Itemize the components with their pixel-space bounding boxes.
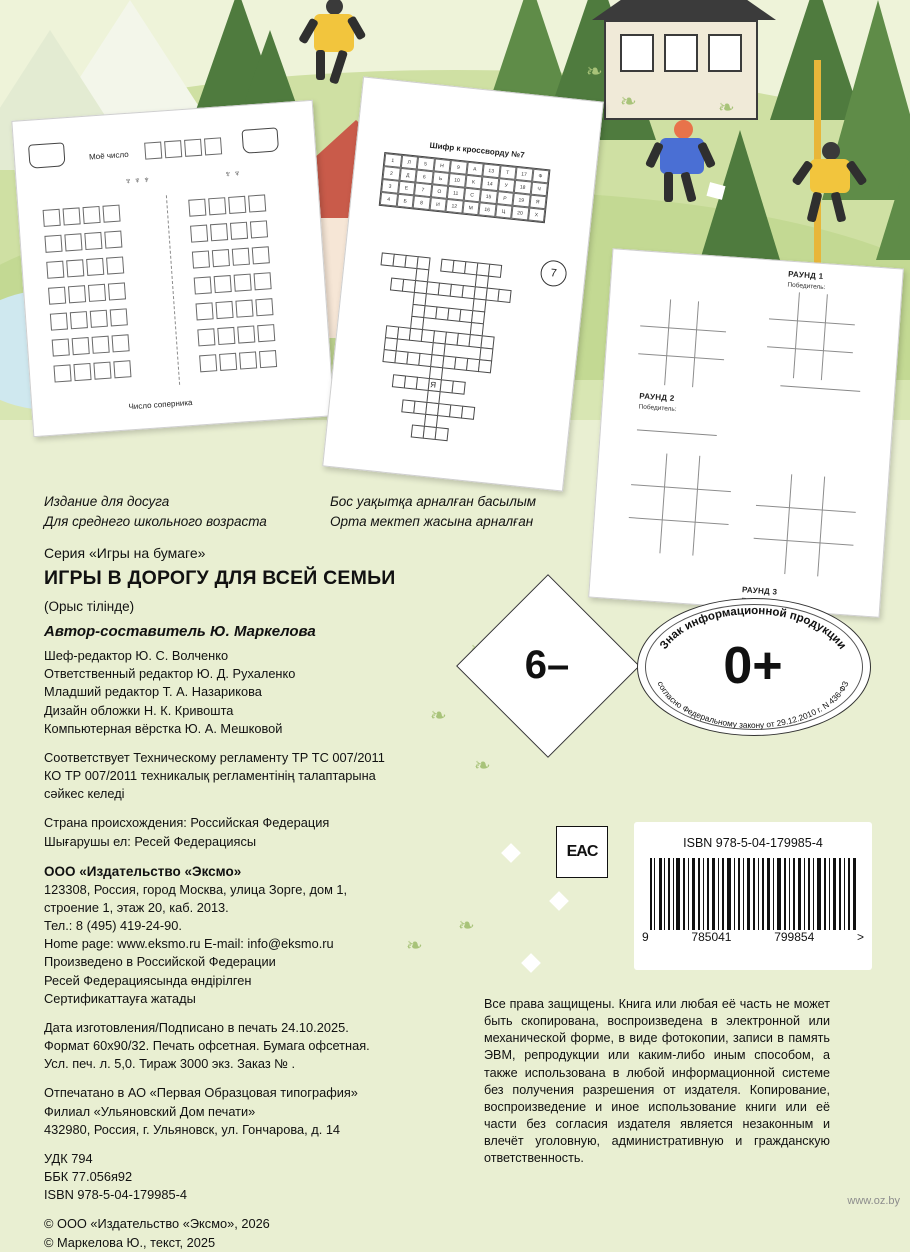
rights-paragraph: Все права защищены. Книга или любая её часть не может быть скопирована, воспроизведена в электронной или механической форме, в виде фотокопии, записи в память ЭВМ, репродукции или каким-либо иным способом, а также использована в любой информационной системе без получения разрешения от издателя. Копирование, воспроизведение и иное использование книги или её части без согласия издателя является незаконным и влечёт уголовную, административную и гражданскую ответственность. xyxy=(484,997,830,1166)
address-line: Home page: www.eksmo.ru E-mail: info@eksmo.ru xyxy=(44,936,334,952)
crew-item: Шеф-редактор Ю. С. Волченко xyxy=(44,648,229,664)
house-window-icon xyxy=(664,34,698,72)
sprout-icon: ❧ xyxy=(620,91,637,113)
page-number-badge: 7 xyxy=(539,259,568,288)
language-note: (Орыс тілінде) xyxy=(44,599,135,615)
age-rating-value: 6– xyxy=(524,642,570,687)
crew-item: Компьютерная вёрстка Ю. А. Мешковой xyxy=(44,720,283,736)
round1-label: РАУНД 1 xyxy=(787,269,824,282)
sprout-icon: ❧ xyxy=(586,61,603,83)
code-line: ББК 77.056я92 xyxy=(44,1169,133,1185)
sprout-icon: ❧ xyxy=(718,97,735,119)
crew-item: Ответственный редактор Ю. Д. Рухаленко xyxy=(44,666,296,682)
round3-label: РАУНД 3 xyxy=(741,585,778,597)
svg-text:Знак информационной продукции: Знак информационной продукции xyxy=(657,604,849,652)
crew-item: Дизайн обложки Н. К. Кривошта xyxy=(44,702,234,718)
tech-line: сәйкес келеді xyxy=(44,786,125,802)
scoring-icons: ♆ ♆ ♆ xyxy=(124,174,151,187)
imprint-block xyxy=(44,492,514,1252)
print-line: Усл. печ. л. 5,0. Тираж 3000 экз. Заказ № . xyxy=(44,1056,296,1072)
code-line: ISBN 978-5-04-179985-4 xyxy=(44,1187,187,1203)
copyright-line: © Маркелова Ю., текст, 2025 xyxy=(44,1234,216,1250)
grid-round1 xyxy=(765,290,857,382)
person-girl xyxy=(648,120,724,220)
print-line: Формат 60x90/32. Печать офсетная. Бумага офсетная. xyxy=(44,1038,370,1054)
country-of-origin xyxy=(44,814,514,850)
crew-list xyxy=(44,647,514,738)
leisure-line-2: Для среднего школьного возраста xyxy=(44,513,267,529)
isbn-label: ISBN 978-5-04-179985-4 xyxy=(683,836,823,850)
address-line: Произведено в Российской Федерации xyxy=(44,954,276,970)
series-label: Серия «Игры на бумаге» xyxy=(44,545,206,562)
barcode-image xyxy=(650,858,856,930)
page-title: ИГРЫ В ДОРОГУ ДЛЯ ВСЕЙ СЕМЬИ xyxy=(44,567,396,590)
address-line: Ресей Федерациясында өндірілген xyxy=(44,972,252,988)
cipher-key-table: 1 Л 5 Н 9 А 13 Т 17 Ф 2 Д 6 Ь 10 К 14 У 18 Ч 3 Е 7 О 11 С 15 Р 19 Я 4 Б 8 И 12 М 16 Ц 20 Х xyxy=(379,152,551,223)
grid-round2 xyxy=(636,297,728,389)
crew-item: Младший редактор Т. А. Назарикова xyxy=(44,684,262,700)
grid-round3-left xyxy=(626,451,733,558)
eac-mark: ЕAC xyxy=(556,826,608,878)
barcode-digit-mid: 785041 xyxy=(691,930,732,944)
publisher-address xyxy=(44,881,514,1008)
card1-bottom-label: Число соперника xyxy=(128,397,193,412)
house-window-icon xyxy=(708,34,742,72)
sprout-icon: ❧ xyxy=(430,705,447,727)
barcode-digit-left: 9 xyxy=(642,930,649,944)
country-line: Страна происхождения: Российская Федерация xyxy=(44,815,330,831)
barcode-digit-end: > xyxy=(856,930,864,944)
scoring-icons: ♆ ♆ xyxy=(224,168,241,180)
svg-text:согласно Федеральному закону о: согласно Федеральному закону от 29.12.2010 г. N 436-ФЗ xyxy=(655,679,851,730)
printhouse-line: Отпечатано в АО «Первая Образцовая типография» xyxy=(44,1085,358,1101)
country-line: Шығарушы ел: Ресей Федерациясы xyxy=(44,833,257,849)
address-line: 123308, Россия, город Москва, улица Зорге, дом 1, xyxy=(44,881,348,897)
print-line: Дата изготовления/Подписано в печать 24.10.2025. xyxy=(44,1019,349,1035)
publisher-name: ООО «Издательство «Эксмо» xyxy=(44,863,242,879)
puzzle-card-rounds xyxy=(588,248,904,618)
kazakh-line-2: Орта мектеп жасына арналған xyxy=(330,513,534,529)
card1-divider xyxy=(166,195,180,385)
puzzle-card-crossword xyxy=(322,76,604,491)
printhouse-line: Филиал «Ульяновский Дом печати» xyxy=(44,1103,256,1119)
person-boy xyxy=(798,142,874,242)
author-line: Автор-составитель Ю. Маркелова xyxy=(44,623,316,641)
address-line: Сертификаттауға жатады xyxy=(44,990,196,1006)
printhouse-line: 432980, Россия, г. Ульяновск, ул. Гончарова, д. 14 xyxy=(44,1121,341,1137)
printhouse-info xyxy=(44,1084,514,1138)
copyright-line: © ООО «Издательство «Эксмо», 2026 xyxy=(44,1216,270,1232)
barcode-digit-right: 799854 xyxy=(774,930,815,944)
copyright-block xyxy=(44,1215,514,1251)
tree-icon xyxy=(876,150,910,260)
address-line: строение 1, этаж 20, каб. 2013. xyxy=(44,900,229,915)
card2-title: Шифр к кроссворду №7 xyxy=(429,140,526,160)
leisure-line-1: Издание для досуга xyxy=(44,494,170,509)
tech-line: КО ТР 007/2011 техникалық регламентінің талаптарына xyxy=(44,768,376,784)
round2-winner-label: Победитель: xyxy=(638,403,677,414)
kazakh-leisure-block xyxy=(330,492,630,531)
address-line: Тел.: 8 (495) 419-24-90. xyxy=(44,918,182,934)
crossword-grid xyxy=(362,252,551,459)
grid-round3-right xyxy=(751,472,858,579)
kazakh-line-1: Бос уақытқа арналған басылым xyxy=(330,494,537,509)
cow-icon xyxy=(241,127,279,153)
tech-line: Соответствует Техническому регламенту ТР ТС 007/2011 xyxy=(44,749,385,765)
sprout-icon: ❧ xyxy=(406,935,423,957)
house-roof-icon xyxy=(592,0,776,20)
crossword-letter: Я xyxy=(429,380,437,390)
card1-top-label: Моё число xyxy=(88,149,129,162)
info-mark-captions xyxy=(637,598,869,734)
house-window-icon xyxy=(620,34,654,72)
round1-winner-label: Победитель: xyxy=(787,281,826,292)
sprout-icon: ❧ xyxy=(458,915,475,937)
catalog-codes xyxy=(44,1150,514,1204)
watermark: www.oz.by xyxy=(847,1195,900,1207)
puzzle-card-numbers xyxy=(11,100,334,437)
code-line: УДК 794 xyxy=(44,1150,93,1166)
round2-label: РАУНД 2 xyxy=(639,391,675,403)
cow-icon xyxy=(28,142,66,168)
sprout-icon: ❧ xyxy=(474,755,491,777)
print-info xyxy=(44,1019,514,1073)
person-runner xyxy=(300,0,370,95)
info-mark-value: 0+ xyxy=(723,637,783,695)
tech-regulation xyxy=(44,749,514,803)
barcode-digits xyxy=(642,930,864,944)
